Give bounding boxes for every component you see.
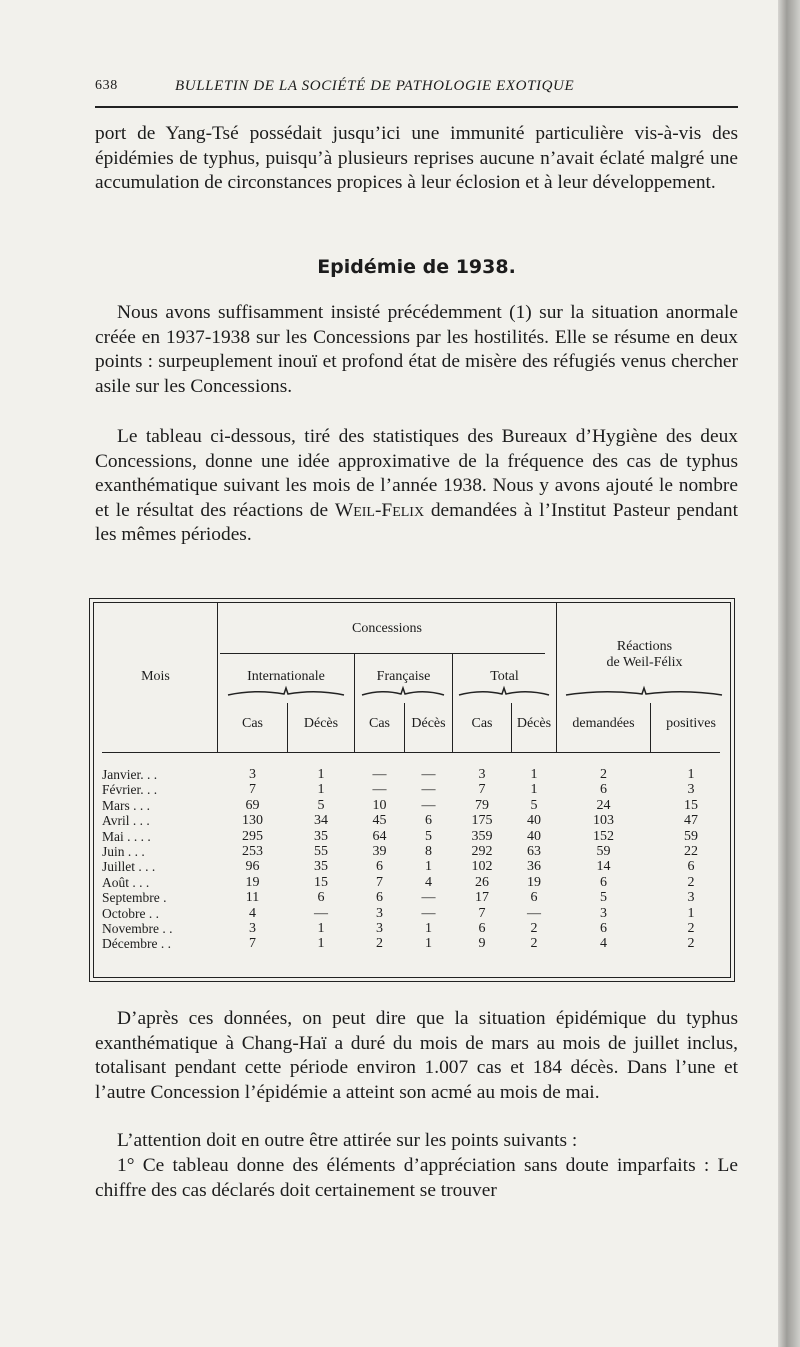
header-reactions-1: Réactions [616, 639, 673, 654]
cell: 3 [249, 767, 256, 782]
brace-internationale [226, 685, 346, 699]
cell: 102 [471, 859, 493, 875]
col-positives [651, 767, 731, 952]
header-underline [102, 752, 720, 753]
table-row-month: Août . . . [102, 874, 150, 890]
cell: 59 [684, 828, 698, 844]
cell: 96 [245, 859, 260, 875]
cell: 6 [478, 920, 486, 936]
cell: 3 [687, 782, 695, 798]
cell: 79 [475, 797, 489, 813]
cell: 103 [593, 813, 614, 829]
header-mois: Mois [141, 669, 170, 684]
cell: 15 [314, 874, 328, 890]
cell: 40 [527, 813, 541, 829]
cell: 2 [530, 920, 538, 936]
table-row-month: Avril . . . [102, 813, 150, 829]
table-row-month: Juin . . . [102, 844, 145, 860]
paragraph-point-1: 1° Ce tableau donne des éléments d’appréciation sans doute imparfaits : Le chiffre des cas déclarés doit certainement se trouver [95, 1155, 738, 1201]
cell: 5 [530, 797, 538, 813]
col-tot-deces [512, 767, 556, 952]
header-tot-cas: Cas [471, 716, 493, 731]
cell: 130 [242, 813, 263, 829]
cell: 1 [425, 859, 432, 875]
brace-reactions [564, 685, 724, 699]
cell: 9 [478, 936, 486, 952]
cell: 39 [372, 843, 387, 859]
cell: 6 [317, 890, 325, 906]
concessions-underline [220, 653, 545, 654]
cell: 1 [317, 767, 325, 782]
cell: 36 [527, 859, 541, 875]
paragraph-attention: L’attention doit en outre être attirée sur les points suivants : [117, 1130, 578, 1151]
col-tot-cas [453, 767, 511, 952]
cell: 6 [376, 890, 383, 906]
cell: 1 [687, 905, 695, 921]
header-int-deces: Décès [303, 716, 339, 731]
cell: 15 [684, 797, 698, 813]
cell: 2 [687, 874, 695, 890]
cell: 4 [249, 905, 256, 921]
cell: — [314, 905, 328, 921]
cell: — [421, 782, 436, 798]
paragraph-table-intro [95, 425, 738, 548]
cell: 14 [596, 859, 611, 875]
cell: — [372, 767, 387, 782]
cell: 1 [530, 782, 538, 798]
cell: 63 [527, 843, 541, 859]
table-row-month: Décembre . . [102, 936, 171, 952]
header-tot-deces: Décès [516, 716, 552, 731]
cell: — [527, 905, 541, 921]
cell: 19 [245, 874, 260, 890]
paragraph-table-intro-b: demandées à l’Institut Pasteur pendant les mêmes périodes. [95, 499, 738, 545]
table-row-month: Juillet . . . [102, 859, 156, 875]
cell: 6 [376, 859, 383, 875]
paragraph-table-intro-a: Le tableau ci-dessous, tiré des statistiques des Bureaux d’Hygiène des deux Concessions, donne une idée approximative de la fréquence des cas de typhus exanthématique suivant les mois de l’année 1938. Nous y avons ajouté le nombre et le résultat des réactions de [95, 426, 738, 521]
page-edge-shadow [778, 0, 800, 1347]
cell: 2 [600, 767, 607, 782]
brace-francaise [360, 685, 446, 699]
cell: 7 [249, 782, 256, 798]
cell: 17 [475, 890, 489, 906]
cell: 1 [425, 936, 432, 952]
table-row-month: Janvier. . . [102, 767, 158, 782]
header-internationale: Internationale [247, 669, 325, 684]
cell: 4 [425, 874, 432, 890]
cell: 47 [684, 813, 698, 829]
cell: 35 [314, 859, 328, 875]
cell: 175 [471, 813, 493, 829]
cell: 6 [687, 859, 695, 875]
cell: 2 [687, 936, 695, 952]
cell: 359 [471, 828, 493, 844]
cell: 7 [478, 905, 486, 921]
header-int-cas: Cas [242, 716, 263, 731]
cell: 19 [527, 874, 541, 890]
running-title: BULLETIN DE LA SOCIÉTÉ DE PATHOLOGIE EXOTIQUE [175, 78, 575, 94]
col-fr-deces [405, 767, 452, 952]
header-concessions: Concessions [352, 621, 422, 636]
cell: 5 [317, 797, 325, 813]
weil-felix-name: Weil-Felix [334, 499, 425, 521]
months-column [102, 767, 222, 952]
header-fr-deces: Décès [411, 716, 446, 731]
cell: 3 [600, 905, 607, 921]
cell: 1 [317, 782, 325, 798]
cell: 69 [245, 797, 260, 813]
cell: 22 [684, 843, 698, 859]
cell: 64 [372, 828, 387, 844]
cell: 5 [425, 828, 432, 844]
header-francaise: Française [376, 669, 431, 684]
cell: 7 [478, 782, 486, 798]
cell: 3 [376, 920, 383, 936]
header-total: Total [490, 669, 519, 684]
cell: 1 [530, 767, 538, 782]
header-fr-cas: Cas [369, 716, 390, 731]
cell: 3 [376, 905, 383, 921]
cell: 1 [317, 936, 325, 952]
running-header [95, 78, 735, 102]
table-row-month: Septembre . [102, 890, 167, 906]
header-positives: positives [666, 716, 716, 731]
cell: 2 [687, 920, 695, 936]
cell: 152 [593, 828, 614, 844]
cell: 1 [687, 767, 695, 782]
cell: 6 [600, 920, 607, 936]
cell: 26 [475, 874, 489, 890]
cell: 2 [376, 936, 383, 952]
cell: 35 [314, 828, 328, 844]
table-row-month: Mai . . . . [102, 828, 151, 844]
cell: — [421, 890, 436, 906]
cell: 6 [530, 890, 538, 906]
cell: 5 [600, 890, 607, 906]
cell: 34 [314, 813, 328, 829]
paragraph-situation: Nous avons suffisamment insisté précédemment (1) sur la situation anormale créée en 1937-1938 sur les Concessions par les hostilités. Elle se résume en deux points : surpeuplement inouï et profond état de misère des réfugiés venus chercher asile sur les Concessions. [95, 302, 738, 397]
cell: 7 [249, 936, 256, 952]
cell: 295 [242, 828, 263, 844]
cell: 4 [600, 936, 607, 952]
brace-total [457, 685, 551, 699]
col-int-cas [218, 767, 287, 952]
cell: 11 [245, 890, 260, 906]
header-reactions-2: de Weil-Félix [606, 655, 683, 670]
section-heading: Epidémie de 1938. [317, 256, 516, 278]
cell: — [421, 797, 436, 813]
cell: 2 [530, 936, 538, 952]
cell: — [372, 782, 387, 798]
cell: 1 [317, 920, 325, 936]
header-demandees: demandées [572, 716, 635, 731]
paragraph-conclusion: D’après ces données, on peut dire que la situation épidémique du typhus exanthématique à Chang-Haï a duré du mois de mars au mois de juillet inclus, totalisant pendant cette période environ 1.007 cas et 184 décès. Dans l’une et l’autre Concession l’épidémie a atteint son acmé au mois de mai. [95, 1008, 738, 1103]
cell: 3 [478, 767, 486, 782]
cell: 24 [596, 797, 611, 813]
col-int-deces [288, 767, 354, 952]
table-row-month: Novembre . . [102, 921, 173, 937]
cell: 45 [372, 813, 387, 829]
cell: 253 [242, 843, 263, 859]
cell: — [421, 767, 436, 782]
cell: 3 [687, 890, 695, 906]
table-row-month: Février. . . [102, 782, 158, 798]
header-rule [95, 106, 738, 108]
table-row-month: Mars . . . [102, 797, 150, 813]
cell: 3 [249, 920, 256, 936]
cell: 292 [471, 843, 493, 859]
page-number: 638 [95, 78, 118, 93]
col-fr-cas [355, 767, 404, 952]
col-demandees [557, 767, 650, 952]
cell: 40 [527, 828, 541, 844]
cell: 6 [600, 782, 607, 798]
typhus-table [89, 598, 735, 982]
cell: 6 [600, 874, 607, 890]
cell: 10 [372, 797, 387, 813]
table-row-month: Octobre . . [102, 905, 159, 921]
cell: — [421, 905, 436, 921]
cell: 6 [425, 813, 432, 829]
cell: 55 [314, 843, 328, 859]
paragraph-intro: port de Yang-Tsé possédait jusqu’ici une immunité particulière vis-à-vis des épidémies de typhus, puisqu’à plusieurs reprises aucune n’avait éclaté malgré une accumulation de circonstances propices à leur éclosion et à leur développement. [95, 123, 738, 193]
cell: 59 [596, 843, 611, 859]
cell: 8 [425, 843, 432, 859]
cell: 7 [376, 874, 383, 890]
cell: 1 [425, 920, 432, 936]
